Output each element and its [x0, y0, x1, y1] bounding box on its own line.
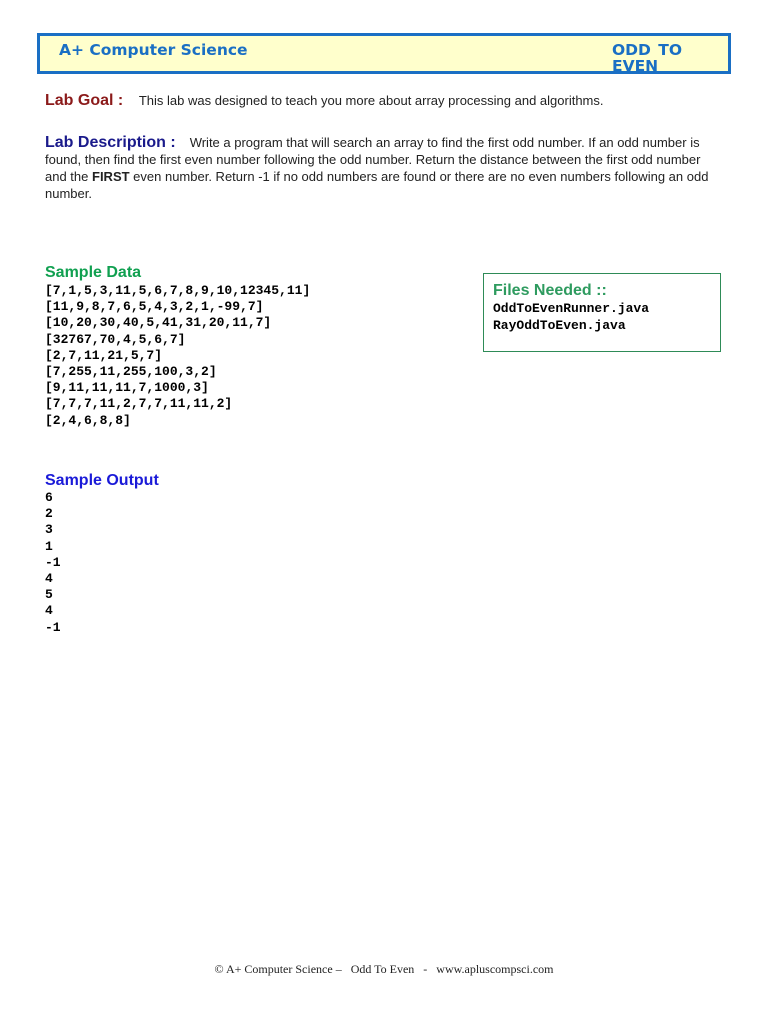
sample-output-line: 5 [45, 587, 53, 603]
file-name: RayOddToEven.java [493, 318, 626, 333]
lab-goal-label: Lab Goal : [45, 92, 124, 109]
sample-data-line: [11,9,8,7,6,5,4,3,2,1,-99,7] [45, 299, 264, 315]
files-needed-title: Files Needed :: [493, 282, 607, 299]
lab-description-text-2: even number. Return -1 if no odd numbers are found or there are no even numbers following an odd number. [45, 169, 709, 201]
sample-output-line: 4 [45, 603, 53, 619]
sample-data-line: [10,20,30,40,5,41,31,20,11,7] [45, 315, 272, 331]
sample-output-line: -1 [45, 619, 61, 635]
lab-description-bold: FIRST [92, 169, 130, 184]
sample-output-line: 1 [45, 538, 53, 554]
brand-name: A+ Computer Science [59, 42, 248, 59]
sample-data-line: [7,1,5,3,11,5,6,7,8,9,10,12345,11] [45, 283, 311, 298]
sample-output-line: 4 [45, 571, 53, 587]
sample-output-line: 6 [45, 490, 53, 505]
lab-description-text-1: Write a program that will search an array to find the first odd number. If an odd number is found, then find the first even number following the odd number. Return the distance between the first odd number and the [45, 135, 701, 184]
sample-output-line: 2 [45, 506, 53, 522]
header-banner [37, 33, 731, 74]
lab-goal-text: This lab was designed to teach you more about array processing and algorithms. [138, 93, 604, 108]
sample-data-line: [32767,70,4,5,6,7] [45, 331, 186, 347]
sample-output-line: -1 [45, 554, 61, 570]
lab-description-label: Lab Description : [45, 134, 176, 151]
sample-data-line: [2,4,6,8,8] [45, 412, 131, 428]
sample-output-list [45, 490, 61, 636]
sample-data-list [45, 283, 310, 429]
sample-output-title: Sample Output [45, 472, 159, 489]
sample-data-line: [7,7,7,11,2,7,7,11,11,2] [45, 396, 233, 412]
header-content [59, 42, 692, 74]
sample-data-line: [7,255,11,255,100,3,2] [45, 364, 217, 380]
sample-data-line: [9,11,11,11,7,1000,3] [45, 380, 209, 396]
sample-data-title: Sample Data [45, 264, 142, 281]
page-footer: © A+ Computer Science – Odd To Even - www.apluscompsci.com [214, 962, 554, 976]
files-list [493, 300, 649, 334]
lab-goal-section [45, 92, 745, 110]
files-needed-box [483, 273, 721, 352]
lab-description-section [45, 134, 725, 202]
lab-title: ODD TO EVEN [612, 42, 683, 74]
file-name: OddToEvenRunner.java [493, 301, 650, 316]
sample-data-line: [2,7,11,21,5,7] [45, 347, 163, 363]
sample-output-line: 3 [45, 522, 53, 538]
